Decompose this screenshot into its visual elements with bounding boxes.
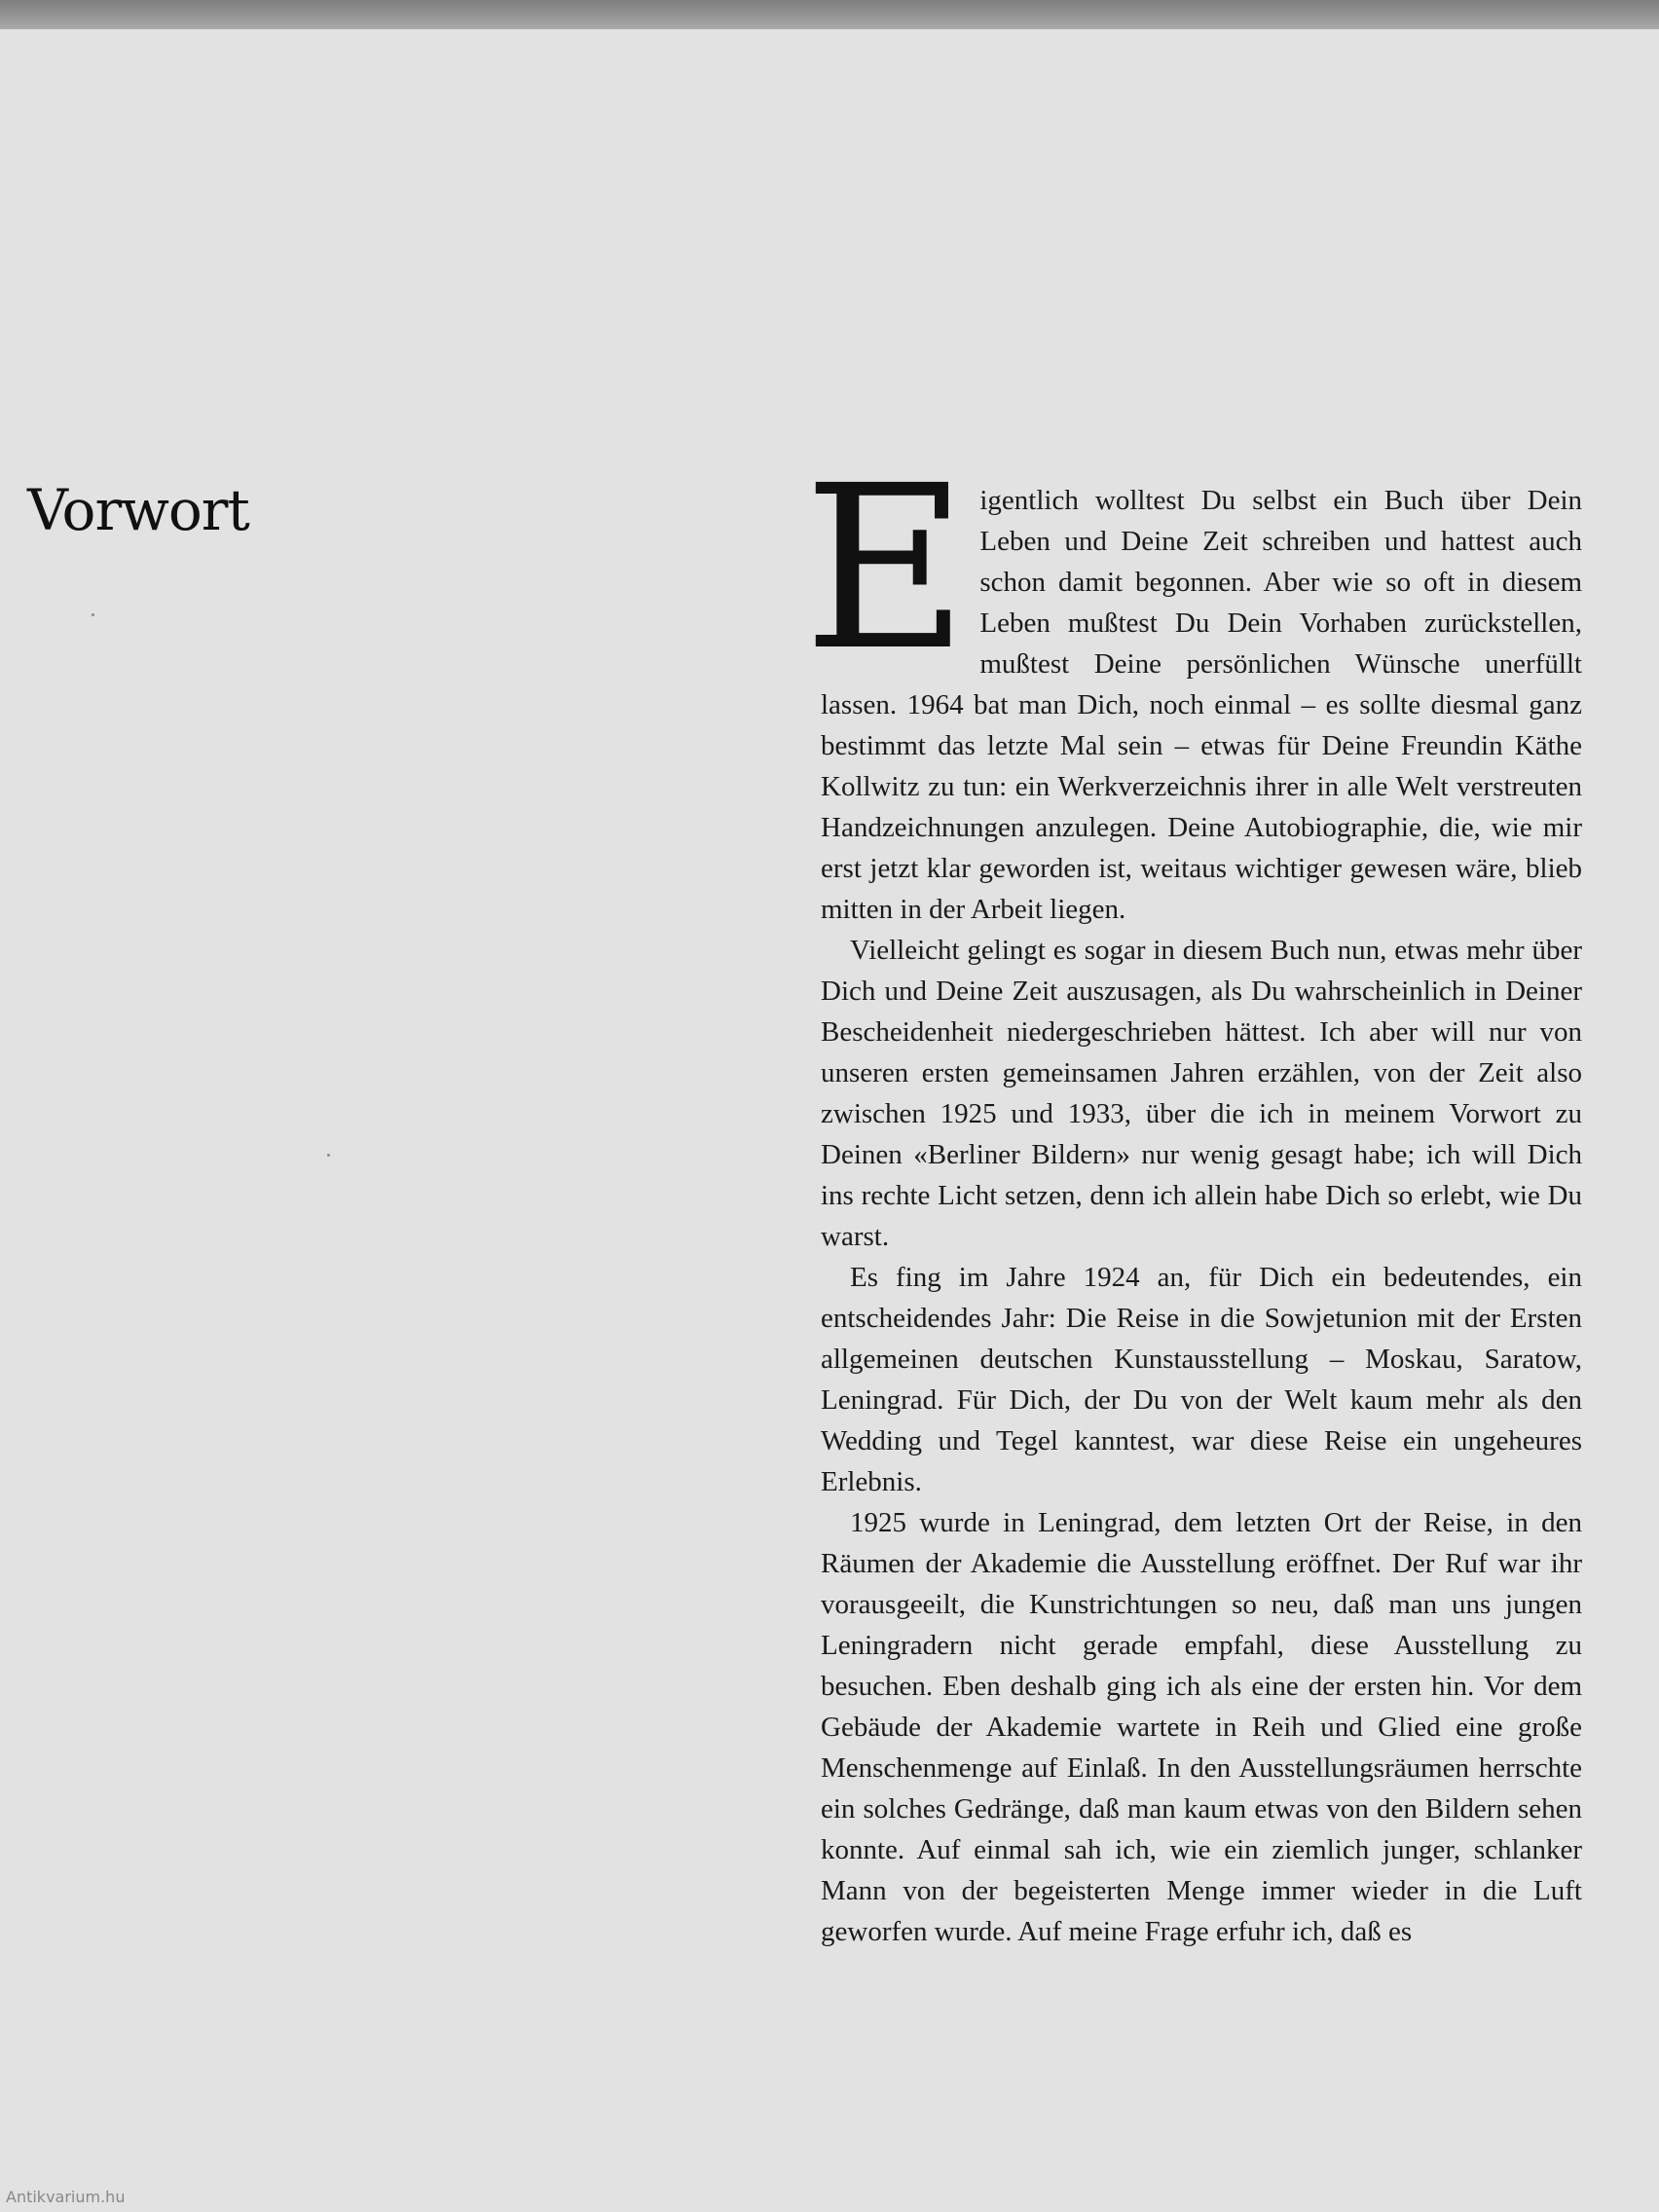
paper-speck: [327, 1154, 330, 1157]
paragraph-3: Es fing im Jahre 1924 an, für Dich ein bedeutendes, ein entscheidendes Jahr: Die Reise in die Sowjetunion mit der Ersten allgemeinen deutschen Kunstausstellung – Moskau, Saratow, Leningrad. Für Dich, der Du von der Welt kaum mehr als den Wedding und Tegel kanntest, war diese Reise ein ungeheures Erlebnis.: [821, 1262, 1582, 1497]
watermark: Antikvarium.hu: [6, 2188, 126, 2206]
body-text: [803, 437, 1582, 1952]
top-edge-shadow: [0, 0, 1659, 29]
paper-speck: [92, 613, 94, 616]
drop-cap: E: [803, 437, 969, 700]
book-page: [0, 29, 1659, 2212]
paragraph-2: Vielleicht gelingt es sogar in diesem Buch nun, etwas mehr über Dich und Deine Zeit auszusagen, als Du wahrscheinlich in Deiner Bescheidenheit niedergeschrieben hättest. Ich aber will nur von unseren ersten gemeinsamen Jahren erzählen, von der Zeit also zwischen 1925 und 1933, über die ich in meinem Vorwort zu Deinen «Berliner Bildern» nur wenig gesagt habe; ich will Dich ins rechte Licht setzen, denn ich allein habe Dich so erlebt, wie Du warst.: [821, 935, 1582, 1252]
paragraph-1-text: igentlich wolltest Du selbst ein Buch über Dein Leben und Deine Zeit schreiben und hattest auch schon damit begonnen. Aber wie so oft in diesem Leben mußtest Du Dein Vorhaben zurückstellen, mußtest Deine persönlichen Wünsche unerfüllt lassen. 1964 bat man Dich, noch einmal – es sollte diesmal ganz bestimmt das letzte Mal sein – etwas für Deine Freundin Käthe Kollwitz zu tun: ein Werkverzeichnis ihrer in alle Welt verstreuten Handzeichnungen anzulegen. Deine Autobiographie, die, wie mir erst jetzt klar geworden ist, weitaus wichtiger gewesen wäre, blieb mitten in der Arbeit liegen.: [821, 485, 1582, 925]
paragraph-1: [803, 437, 1582, 930]
page-title: Vorwort: [27, 477, 249, 543]
paragraph-4: 1925 wurde in Leningrad, dem letzten Ort der Reise, in den Räumen der Akademie die Ausstellung eröffnet. Der Ruf war ihr vorausgeeilt, die Kunstrichtungen so neu, daß man uns jungen Leningradern nicht gerade empfahl, diese Ausstellung zu besuchen. Eben deshalb ging ich als eine der ersten hin. Vor dem Gebäude der Akademie wartete in Reih und Glied eine große Menschenmenge auf Einlaß. In den Ausstellungsräumen herrschte ein solches Gedränge, daß man kaum etwas von den Bildern sehen konnte. Auf einmal sah ich, wie ein ziemlich junger, schlanker Mann von der begeisterten Menge immer wieder in die Luft geworfen wurde. Auf meine Frage erfuhr ich, daß es: [821, 1507, 1582, 1947]
